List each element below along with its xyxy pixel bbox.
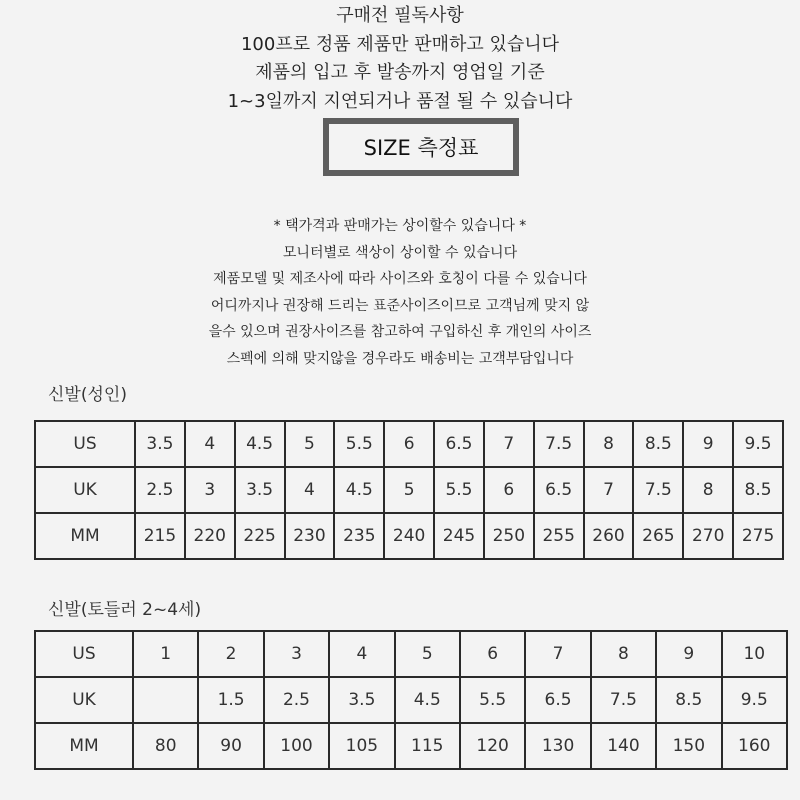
size-cell: 8.5 <box>733 467 783 513</box>
size-cell: 4 <box>185 421 235 467</box>
size-cell: 4.5 <box>235 421 285 467</box>
size-cell: 3.5 <box>235 467 285 513</box>
size-cell: 140 <box>591 723 656 769</box>
size-chart-heading-label: SIZE 측정표 <box>363 136 479 160</box>
size-cell: 3 <box>185 467 235 513</box>
notice-line: 구매전 필독사항 <box>336 5 464 26</box>
table-row <box>35 421 783 467</box>
size-cell: 270 <box>683 513 733 559</box>
size-cell: 8.5 <box>656 677 721 723</box>
size-cell: 5 <box>395 631 460 677</box>
disclaimer-line: 을수 있으며 권장사이즈를 참고하여 구입하신 후 개인의 사이즈 <box>208 324 592 340</box>
size-cell <box>133 677 198 723</box>
adult-section-title: 신발(성인) <box>48 385 127 405</box>
size-cell: 5.5 <box>334 421 384 467</box>
size-cell: 7 <box>584 467 634 513</box>
toddler-section-title: 신발(토들러 2~4세) <box>48 600 202 620</box>
size-cell: 6.5 <box>525 677 590 723</box>
table-row <box>35 677 787 723</box>
size-chart-heading <box>323 118 519 176</box>
size-cell: 7.5 <box>591 677 656 723</box>
size-cell: 235 <box>334 513 384 559</box>
size-cell: 9 <box>656 631 721 677</box>
notice-line: 1~3일까지 지연되거나 품절 될 수 있습니다 <box>227 90 573 112</box>
adult-size-table <box>34 420 784 560</box>
size-cell: 260 <box>584 513 634 559</box>
size-cell: 5 <box>285 421 335 467</box>
row-label: US <box>35 421 135 467</box>
size-cell: 160 <box>722 723 787 769</box>
size-cell: 8 <box>584 421 634 467</box>
size-cell: 4.5 <box>334 467 384 513</box>
table-row <box>35 513 783 559</box>
row-label: UK <box>35 677 133 723</box>
size-cell: 275 <box>733 513 783 559</box>
size-cell: 9 <box>683 421 733 467</box>
size-cell: 230 <box>285 513 335 559</box>
size-cell: 2.5 <box>135 467 185 513</box>
size-cell: 2 <box>198 631 263 677</box>
size-cell: 5.5 <box>434 467 484 513</box>
size-cell: 8 <box>591 631 656 677</box>
size-cell: 225 <box>235 513 285 559</box>
size-cell: 1 <box>133 631 198 677</box>
size-cell: 105 <box>329 723 394 769</box>
disclaimer-line: * 택가격과 판매가는 상이할수 있습니다 * <box>273 218 527 234</box>
size-cell: 5 <box>384 467 434 513</box>
size-cell: 6 <box>460 631 525 677</box>
size-cell: 6 <box>484 467 534 513</box>
size-cell: 7.5 <box>534 421 584 467</box>
row-label: UK <box>35 467 135 513</box>
size-cell: 9.5 <box>722 677 787 723</box>
table-row <box>35 631 787 677</box>
size-cell: 3 <box>264 631 329 677</box>
row-label: MM <box>35 723 133 769</box>
size-cell: 220 <box>185 513 235 559</box>
size-cell: 265 <box>633 513 683 559</box>
size-cell: 9.5 <box>733 421 783 467</box>
table-row <box>35 467 783 513</box>
size-cell: 10 <box>722 631 787 677</box>
purchase-notice <box>0 2 800 116</box>
size-cell: 250 <box>484 513 534 559</box>
size-cell: 3.5 <box>329 677 394 723</box>
size-cell: 3.5 <box>135 421 185 467</box>
size-cell: 90 <box>198 723 263 769</box>
size-cell: 8 <box>683 467 733 513</box>
size-cell: 8.5 <box>633 421 683 467</box>
disclaimer <box>0 213 800 372</box>
size-cell: 130 <box>525 723 590 769</box>
size-cell: 245 <box>434 513 484 559</box>
size-cell: 120 <box>460 723 525 769</box>
size-cell: 80 <box>133 723 198 769</box>
notice-line: 제품의 입고 후 발송까지 영업일 기준 <box>255 62 545 83</box>
size-cell: 4.5 <box>395 677 460 723</box>
size-cell: 215 <box>135 513 185 559</box>
row-label: US <box>35 631 133 677</box>
disclaimer-line: 모니터별로 색상이 상이할 수 있습니다 <box>282 244 518 261</box>
table-row <box>35 723 787 769</box>
size-cell: 4 <box>329 631 394 677</box>
toddler-size-table <box>34 630 788 770</box>
size-cell: 255 <box>534 513 584 559</box>
size-cell: 240 <box>384 513 434 559</box>
size-cell: 7 <box>525 631 590 677</box>
row-label: MM <box>35 513 135 559</box>
notice-line: 100프로 정품 제품만 판매하고 있습니다 <box>240 33 560 55</box>
size-cell: 115 <box>395 723 460 769</box>
size-cell: 5.5 <box>460 677 525 723</box>
disclaimer-line: 제품모델 및 제조사에 따라 사이즈와 호칭이 다를 수 있습니다 <box>213 271 587 287</box>
size-cell: 7.5 <box>633 467 683 513</box>
disclaimer-line: 스펙에 의해 맞지않을 경우라도 배송비는 고객부담입니다 <box>226 350 574 367</box>
size-cell: 2.5 <box>264 677 329 723</box>
size-cell: 6 <box>384 421 434 467</box>
size-cell: 1.5 <box>198 677 263 723</box>
disclaimer-line: 어디까지나 권장해 드리는 표준사이즈이므로 고객님께 맞지 않 <box>210 297 590 314</box>
size-cell: 6.5 <box>534 467 584 513</box>
size-cell: 100 <box>264 723 329 769</box>
size-cell: 7 <box>484 421 534 467</box>
size-cell: 4 <box>285 467 335 513</box>
size-cell: 6.5 <box>434 421 484 467</box>
size-cell: 150 <box>656 723 721 769</box>
